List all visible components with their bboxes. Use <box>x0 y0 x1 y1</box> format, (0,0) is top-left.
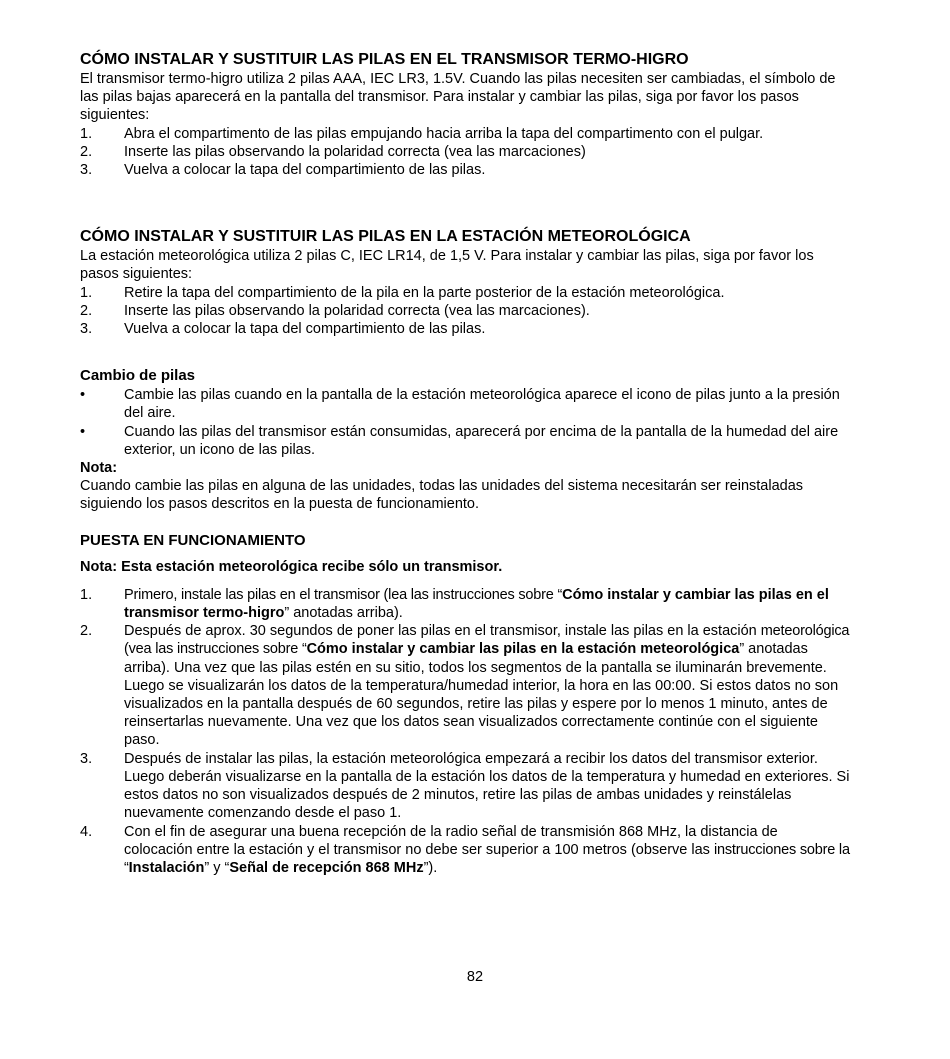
heading-transmitter-batteries: CÓMO INSTALAR Y SUSTITUIR LAS PILAS EN EL TRANSMISOR TERMO-HIGRO <box>80 51 689 68</box>
step-link-title: Instalación <box>128 859 205 876</box>
setup-note: Nota: Esta estación meteorológica recibe sólo un transmisor. <box>80 558 503 575</box>
heading-station-batteries: CÓMO INSTALAR Y SUSTITUIR LAS PILAS EN LA ESTACIÓN METEOROLÓGICA <box>80 228 691 246</box>
step-text-mid: ” y “ <box>204 859 230 876</box>
step-text-post: ” anotadas arriba). <box>284 605 403 622</box>
heading-setup: PUESTA EN FUNCIONAMIENTO <box>80 531 306 549</box>
battery-change-bullets <box>80 386 850 459</box>
bullet-text: Cuando las pilas del transmisor están consumidas, aparecerá por encima de la pantalla de la humedad del aire exterior, un icono de las pilas. <box>124 423 839 458</box>
step-link-title: Señal de recepción 868 MHz <box>229 859 424 876</box>
step-text-pre-small: meteorológica (vea las instrucciones sobre “ <box>124 623 850 658</box>
note-text: Cuando cambie las pilas en alguna de las unidades, todas las unidades del sistema necesitarán ser reinstaladas siguiendo los pasos descritos en la puesta de funcionamiento. <box>80 478 804 513</box>
list-item <box>80 586 850 622</box>
step-text: Retire la tapa del compartimiento de la pila en la parte posterior de la estación meteorológica. <box>124 284 725 301</box>
station-steps <box>80 284 850 339</box>
step-number: 1. <box>80 125 93 142</box>
step-link-title: Cómo instalar y cambiar las pilas en la estación meteorológica <box>306 641 740 658</box>
step-number: 1. <box>80 586 93 603</box>
list-item <box>80 750 850 823</box>
step-number: 2. <box>80 143 93 160</box>
step-number: 4. <box>80 823 93 840</box>
step-number: 1. <box>80 284 93 301</box>
list-item <box>80 386 850 422</box>
list-item <box>80 125 850 143</box>
step-number: 2. <box>80 302 93 319</box>
page-content <box>80 50 850 877</box>
step-text <box>124 586 850 622</box>
step-number: 3. <box>80 321 93 338</box>
station-intro: La estación meteorológica utiliza 2 pilas C, IEC LR14, de 1,5 V. Para instalar y cambiar las pilas, siga por favor los pasos siguientes: <box>80 248 814 283</box>
list-item <box>80 320 850 338</box>
list-item <box>80 284 850 302</box>
step-text-post: ” anotadas arriba). Una vez que las pilas estén en su sitio, todos los segmentos de la pantalla se iluminarán brevemente. Luego se visualizarán los datos de la temperatura/humedad interior, la hora en las 00:00. Si estos datos no son visualizados en la pantalla después de 60 segundos, retire las pilas y espere por lo menos 1 minuto, antes de reinsertarlas nuevamente. Una vez que los datos sean visualizados correctamente continúe con el siguiente paso. <box>124 641 839 749</box>
step-text: Abra el compartimento de las pilas empujando hacia arriba la tapa del compartimento con el pulgar. <box>124 125 764 142</box>
step-text <box>124 622 850 749</box>
transmitter-steps <box>80 125 850 180</box>
transmitter-intro: El transmisor termo-higro utiliza 2 pilas AAA, IEC LR3, 1.5V. Cuando las pilas necesiten ser cambiadas, el símbolo de las pilas bajas aparecerá en la pantalla del transmisor. Para instalar y cambiar las pilas, siga por favor los pasos siguientes: <box>80 71 836 124</box>
step-text-pre: Con el fin de asegurar una buena recepción de la radio señal de transmisión 868 MHz, la distancia de colocación entre la estación y el transmisor no debe ser superior a 100 metros (observe las <box>124 823 778 858</box>
step-number: 3. <box>80 750 93 767</box>
list-item <box>80 622 850 749</box>
bullet-mark: • <box>80 423 86 440</box>
step-number: 3. <box>80 162 93 179</box>
step-text: Vuelva a colocar la tapa del compartimiento de las pilas. <box>124 321 486 338</box>
step-text <box>124 823 850 878</box>
page-number: 82 <box>466 969 484 985</box>
step-text: Vuelva a colocar la tapa del compartimiento de las pilas. <box>124 162 486 179</box>
list-item <box>80 143 850 161</box>
step-text-pre: Primero, instale las pilas en el transmisor (lea las instrucciones sobre “ <box>124 586 563 603</box>
step-number: 2. <box>80 623 93 640</box>
step-text: Inserte las pilas observando la polaridad correcta (vea las marcaciones). <box>124 302 590 319</box>
heading-battery-change: Cambio de pilas <box>80 367 196 385</box>
note-label: Nota: <box>80 460 118 477</box>
list-item <box>80 423 850 459</box>
bullet-text: Cambie las pilas cuando en la pantalla de la estación meteorológica aparece el icono de pilas junto a la presión del aire. <box>124 387 840 422</box>
setup-steps <box>80 586 850 877</box>
step-text-post: ”). <box>423 859 438 876</box>
step-text: Después de instalar las pilas, la estación meteorológica empezará a recibir los datos del transmisor exterior. Luego deberán visualizarse en la pantalla de la estación los datos de la temperatura y humedad en exteriores. Si estos datos no son visualizados después de 2 minutos, retire las pilas de ambas unidades y reinstálelas nuevamente comenzando desde el paso 1. <box>124 750 850 822</box>
list-item <box>80 302 850 320</box>
step-text-pre: Después de aprox. 30 segundos de poner las pilas en el transmisor, instale las pilas en la estación <box>124 623 761 640</box>
list-item <box>80 823 850 878</box>
bullet-mark: • <box>80 387 86 404</box>
step-link-title: Cómo instalar y cambiar las pilas en el transmisor termo-higro <box>124 586 829 622</box>
step-text: Inserte las pilas observando la polaridad correcta (vea las marcaciones) <box>124 143 586 160</box>
step-text-pre-small: instrucciones sobre la “ <box>124 841 850 876</box>
list-item <box>80 161 850 179</box>
